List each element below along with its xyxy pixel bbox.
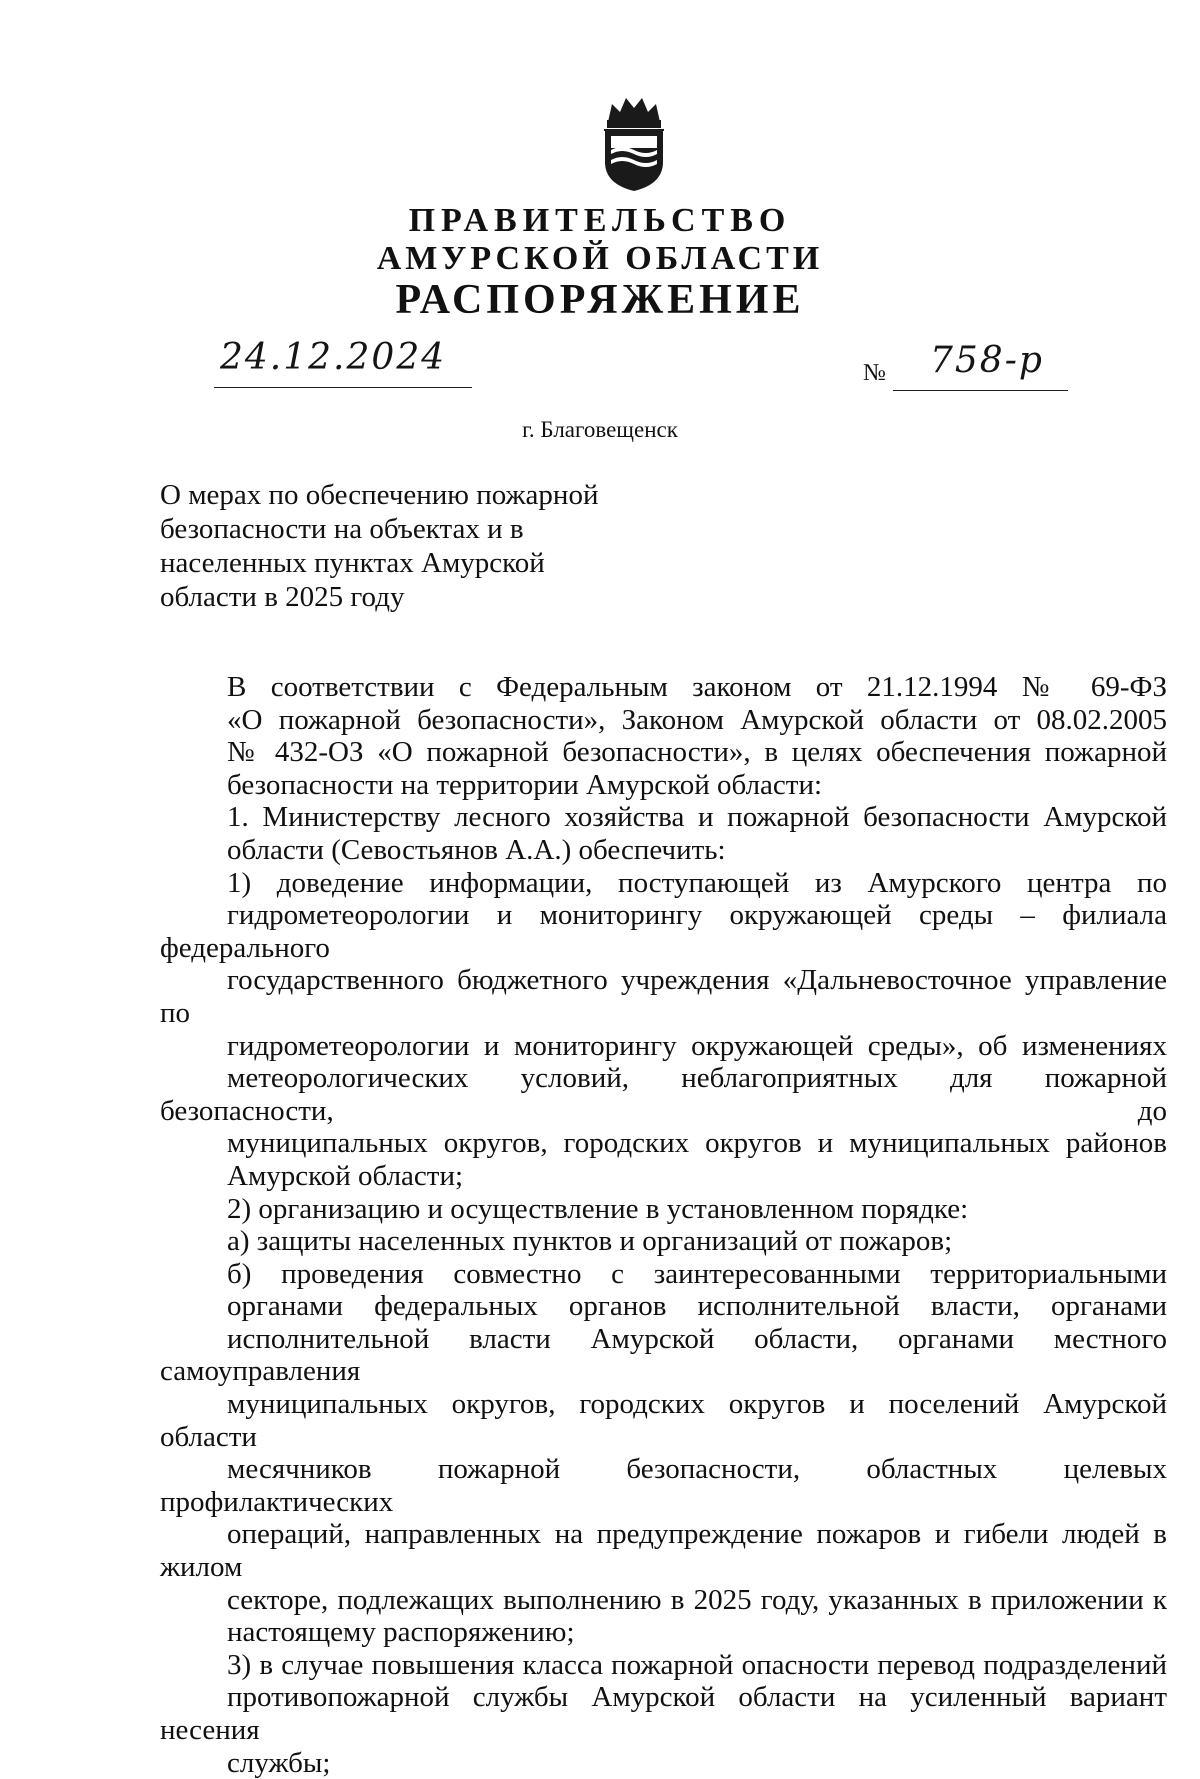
paragraph-item-1 — [160, 801, 1167, 866]
document-subject — [160, 478, 620, 614]
body-line: муниципальных округов, городских округов и муниципальных районов — [227, 1127, 1167, 1160]
body-line: 1. Министерству лесного хозяйства и пожарной безопасности Амурской — [227, 801, 1167, 834]
document-number: 758-р — [930, 340, 1044, 381]
body-line: 2) организацию и осуществление в установленном порядке: — [227, 1192, 969, 1225]
org-name-line1: ПРАВИТЕЛЬСТВО — [408, 202, 792, 239]
subject-line: области в 2025 году — [160, 581, 405, 613]
paragraph-preamble — [160, 671, 1167, 801]
body-line: секторе, подлежащих выполнению в 2025 году, указанных в приложении к — [227, 1583, 1167, 1616]
body-line: а) защиты населенных пунктов и организаций от пожаров; — [227, 1225, 953, 1258]
paragraph-subitem-3 — [160, 1649, 1167, 1779]
document-date: 24.12.2024 — [220, 337, 447, 378]
subject-line: безопасности на объектах и в — [160, 513, 524, 545]
body-line: муниципальных округов, городских округов и поселений Амурской области — [160, 1388, 1167, 1453]
body-line: гидрометеорологии и мониторингу окружающей среды», об изменениях — [227, 1029, 1167, 1062]
body-line: 3) в случае повышения класса пожарной опасности перевод подразделений — [227, 1648, 1167, 1681]
body-line: метеорологических условий, неблагоприятных для пожарной безопасности, до — [160, 1062, 1167, 1127]
body-line: месячников пожарной безопасности, областных целевых профилактических — [160, 1453, 1167, 1518]
body-line: Амурской области; — [227, 1159, 464, 1192]
paragraph-subitem-b — [160, 1258, 1167, 1649]
number-underline — [893, 390, 1068, 391]
subject-line: населенных пунктах Амурской — [160, 547, 545, 579]
document-city: г. Благовещенск — [522, 417, 678, 442]
document-body — [160, 671, 1167, 1779]
paragraph-subitem-2 — [160, 1193, 1167, 1226]
body-line: противопожарной службы Амурской области на усиленный вариант несения — [160, 1681, 1167, 1746]
number-label: № — [863, 360, 886, 386]
body-line: органами федеральных органов исполнительной власти, органами — [227, 1290, 1167, 1323]
date-underline — [214, 387, 472, 388]
body-line: операций, направленных на предупреждение пожаров и гибели людей в жилом — [160, 1518, 1167, 1584]
body-line: гидрометеорологии и мониторингу окружающей среды – филиала федерального — [160, 899, 1167, 964]
body-line: б) проведения совместно с заинтересованными территориальными — [227, 1257, 1167, 1290]
body-line: государственного бюджетного учреждения «Дальневосточное управление по — [160, 964, 1167, 1029]
document-type-title: РАСПОРЯЖЕНИЕ — [395, 277, 805, 323]
body-line: «О пожарной безопасности», Законом Амурской области от 08.02.2005 — [227, 703, 1167, 736]
body-line: 1) доведение информации, поступающей из Амурского центра по — [227, 866, 1167, 899]
body-line: В соответствии с Федеральным законом от 21.12.1994 № 69-ФЗ — [227, 671, 1167, 703]
body-line: области (Севостьянов А.А.) обеспечить: — [227, 833, 726, 866]
body-line: исполнительной власти Амурской области, органами местного самоуправления — [160, 1322, 1167, 1388]
subject-line: О мерах по обеспечению пожарной — [160, 479, 599, 511]
paragraph-subitem-a — [160, 1225, 1167, 1258]
body-line: настоящему распоряжению; — [227, 1616, 575, 1649]
body-line: № 432-ОЗ «О пожарной безопасности», в целях обеспечения пожарной — [227, 736, 1167, 769]
coat-of-arms-icon — [598, 92, 670, 192]
paragraph-subitem-1 — [160, 867, 1167, 1193]
body-line: службы; — [227, 1746, 331, 1779]
org-name-line2: АМУРСКОЙ ОБЛАСТИ — [376, 240, 824, 277]
body-line: безопасности на территории Амурской области: — [227, 768, 823, 801]
